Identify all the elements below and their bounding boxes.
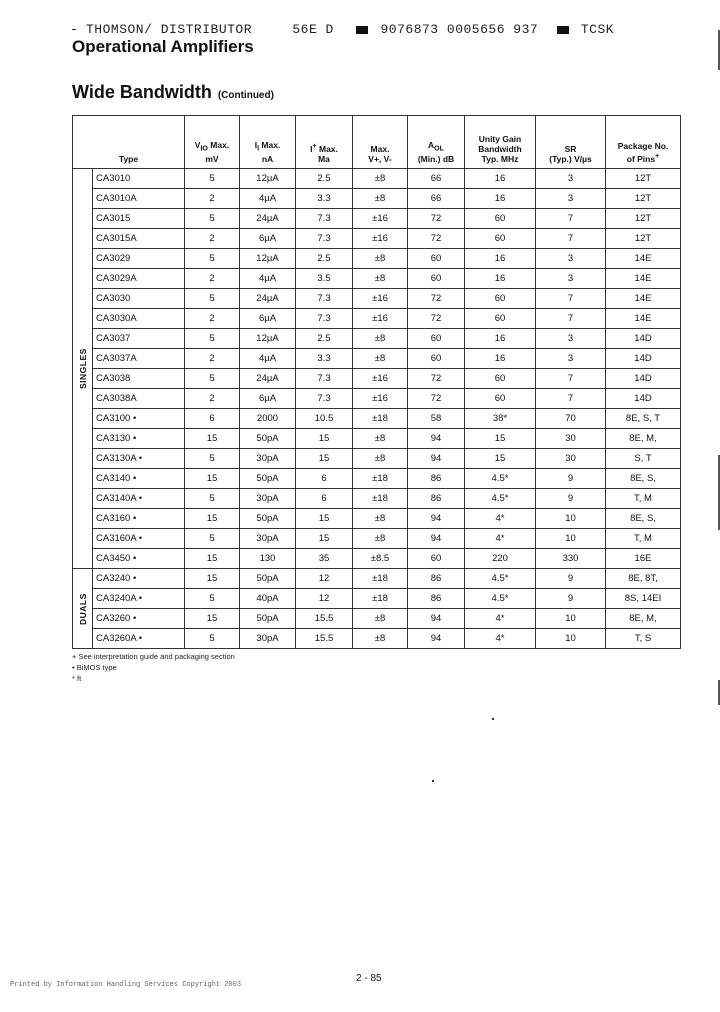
cell-sr: 7: [536, 209, 606, 229]
cell-type: CA3160A •: [93, 529, 185, 549]
cell-sr: 3: [536, 329, 606, 349]
scan-speck: [432, 780, 434, 782]
cell-type: CA3100 •: [93, 409, 185, 429]
cell-iplus: 6: [296, 489, 353, 509]
cell-vio: 2: [185, 269, 240, 289]
cell-sr: 3: [536, 189, 606, 209]
cell-iplus: 15: [296, 429, 353, 449]
cell-pkg: 8S, 14EI: [606, 589, 681, 609]
cell-iplus: 7.3: [296, 309, 353, 329]
cell-maxv: ±16: [353, 389, 408, 409]
cell-vio: 6: [185, 409, 240, 429]
scan-speck: [492, 718, 494, 720]
cell-sr: 10: [536, 609, 606, 629]
cell-pkg: 14E: [606, 289, 681, 309]
table-row: [73, 229, 681, 249]
cell-iplus: 7.3: [296, 289, 353, 309]
cell-sr: 7: [536, 389, 606, 409]
cell-pkg: T, M: [606, 489, 681, 509]
cell-iplus: 6: [296, 469, 353, 489]
cell-pkg: T, M: [606, 529, 681, 549]
table-row: [73, 509, 681, 529]
cell-ii: 30pA: [240, 489, 296, 509]
cell-iplus: 10.5: [296, 409, 353, 429]
cell-aol: 86: [408, 489, 465, 509]
cell-type: CA3140 •: [93, 469, 185, 489]
cell-ugb: 4*: [465, 529, 536, 549]
cell-maxv: ±8.5: [353, 549, 408, 569]
cell-vio: 15: [185, 609, 240, 629]
cell-type: CA3029: [93, 249, 185, 269]
page-title: Operational Amplifiers: [72, 37, 254, 56]
cell-vio: 2: [185, 229, 240, 249]
cell-ii: 2000: [240, 409, 296, 429]
cell-ii: 4µA: [240, 189, 296, 209]
cell-iplus: 2.5: [296, 169, 353, 189]
cell-ugb: 4*: [465, 629, 536, 649]
cell-aol: 60: [408, 269, 465, 289]
cell-ii: 24µA: [240, 209, 296, 229]
cell-maxv: ±8: [353, 509, 408, 529]
col-pkg: Package No. of Pins+: [606, 116, 681, 169]
table-row: [73, 449, 681, 469]
cell-sr: 3: [536, 349, 606, 369]
cell-vio: 5: [185, 169, 240, 189]
section-title: Wide Bandwidth: [72, 82, 212, 102]
cell-ugb: 15: [465, 449, 536, 469]
table-row: [73, 269, 681, 289]
cell-iplus: 7.3: [296, 369, 353, 389]
cell-ii: 130: [240, 549, 296, 569]
cell-iplus: 15.5: [296, 609, 353, 629]
cell-aol: 58: [408, 409, 465, 429]
cell-type: CA3038A: [93, 389, 185, 409]
cell-pkg: 8E, M,: [606, 609, 681, 629]
cell-aol: 86: [408, 469, 465, 489]
cell-maxv: ±8: [353, 449, 408, 469]
page-number: 2 - 85: [356, 973, 382, 984]
cell-type: CA3240 •: [93, 569, 185, 589]
header-dash: -: [70, 22, 78, 37]
cell-iplus: 35: [296, 549, 353, 569]
cell-sr: 10: [536, 629, 606, 649]
cell-vio: 5: [185, 629, 240, 649]
cell-vio: 15: [185, 469, 240, 489]
cell-aol: 72: [408, 289, 465, 309]
cell-pkg: S, T: [606, 449, 681, 469]
cell-ugb: 38*: [465, 409, 536, 429]
cell-ugb: 16: [465, 249, 536, 269]
cell-vio: 5: [185, 449, 240, 469]
cell-pkg: 8E, 8T,: [606, 569, 681, 589]
col-sr: SR (Typ.) V/µs: [536, 116, 606, 169]
cell-maxv: ±16: [353, 369, 408, 389]
table-row: [73, 169, 681, 189]
cell-maxv: ±8: [353, 529, 408, 549]
cell-sr: 3: [536, 249, 606, 269]
cell-ii: 30pA: [240, 629, 296, 649]
cell-aol: 94: [408, 429, 465, 449]
cell-pkg: 8E, S,: [606, 509, 681, 529]
cell-aol: 86: [408, 589, 465, 609]
cell-aol: 94: [408, 629, 465, 649]
table-row: [73, 209, 681, 229]
cell-ugb: 60: [465, 369, 536, 389]
table-row: [73, 189, 681, 209]
cell-pkg: 12T: [606, 169, 681, 189]
cell-pkg: 16E: [606, 549, 681, 569]
stamp-block-icon: [356, 26, 368, 34]
cell-vio: 5: [185, 329, 240, 349]
cell-ii: 4µA: [240, 269, 296, 289]
cell-maxv: ±8: [353, 349, 408, 369]
cell-iplus: 7.3: [296, 229, 353, 249]
group-label-duals: DUALS: [73, 569, 93, 649]
cell-ii: 12µA: [240, 249, 296, 269]
stamp-block-icon: [557, 26, 569, 34]
cell-type: CA3030: [93, 289, 185, 309]
cell-ugb: 60: [465, 289, 536, 309]
cell-aol: 94: [408, 509, 465, 529]
cell-ugb: 4.5*: [465, 589, 536, 609]
cell-maxv: ±18: [353, 469, 408, 489]
opamp-table: [72, 115, 681, 649]
cell-maxv: ±8: [353, 269, 408, 289]
footnote: • BiMOS type: [72, 663, 117, 672]
cell-type: CA3260A •: [93, 629, 185, 649]
table-row: [73, 469, 681, 489]
cell-maxv: ±16: [353, 229, 408, 249]
cell-type: CA3240A •: [93, 589, 185, 609]
cell-aol: 94: [408, 529, 465, 549]
col-type: Type: [73, 116, 185, 169]
cell-vio: 5: [185, 249, 240, 269]
cell-ugb: 60: [465, 389, 536, 409]
cell-ugb: 4.5*: [465, 489, 536, 509]
cell-aol: 60: [408, 329, 465, 349]
cell-pkg: 14E: [606, 249, 681, 269]
footnotes: [72, 651, 235, 684]
cell-pkg: 8E, S, T: [606, 409, 681, 429]
cell-aol: 66: [408, 189, 465, 209]
cell-aol: 94: [408, 449, 465, 469]
group-label-singles: SINGLES: [73, 169, 93, 569]
cell-iplus: 2.5: [296, 329, 353, 349]
col-vio: $V_{IO}$ Max. mV: [185, 116, 240, 169]
cell-ugb: 4*: [465, 509, 536, 529]
cell-maxv: ±16: [353, 209, 408, 229]
cell-iplus: 12: [296, 589, 353, 609]
cell-vio: 15: [185, 429, 240, 449]
cell-type: CA3015A: [93, 229, 185, 249]
cell-type: CA3030A: [93, 309, 185, 329]
cell-ii: 50pA: [240, 609, 296, 629]
cell-ii: 6µA: [240, 229, 296, 249]
cell-ii: 4µA: [240, 349, 296, 369]
cell-type: CA3140A •: [93, 489, 185, 509]
cell-ii: 24µA: [240, 289, 296, 309]
cell-ii: 30pA: [240, 529, 296, 549]
cell-ugb: 16: [465, 349, 536, 369]
cell-sr: 30: [536, 449, 606, 469]
cell-vio: 5: [185, 589, 240, 609]
table-row: [73, 489, 681, 509]
cell-sr: 3: [536, 269, 606, 289]
cell-sr: 9: [536, 489, 606, 509]
cell-vio: 5: [185, 289, 240, 309]
cell-type: CA3160 •: [93, 509, 185, 529]
cell-type: CA3010A: [93, 189, 185, 209]
cell-iplus: 15: [296, 529, 353, 549]
stamp-code: 56E D: [292, 22, 334, 37]
cell-sr: 7: [536, 309, 606, 329]
col-ii: $I_I$ Max. nA: [240, 116, 296, 169]
cell-type: CA3038: [93, 369, 185, 389]
cell-ii: 50pA: [240, 569, 296, 589]
cell-vio: 2: [185, 389, 240, 409]
cell-sr: 3: [536, 169, 606, 189]
cell-iplus: 3.3: [296, 189, 353, 209]
table-row: [73, 529, 681, 549]
col-iplus: I+ Max. Ma: [296, 116, 353, 169]
table-row: [73, 589, 681, 609]
cell-type: CA3010: [93, 169, 185, 189]
cell-maxv: ±8: [353, 609, 408, 629]
cell-sr: 9: [536, 469, 606, 489]
cell-type: CA3260 •: [93, 609, 185, 629]
table-row: [73, 429, 681, 449]
table-row: [73, 609, 681, 629]
cell-ii: 50pA: [240, 429, 296, 449]
footnote: * ft: [72, 674, 82, 683]
cell-ugb: 16: [465, 169, 536, 189]
cell-pkg: 8E, M,: [606, 429, 681, 449]
cell-ugb: 4.5*: [465, 569, 536, 589]
cell-ugb: 220: [465, 549, 536, 569]
cell-pkg: 12T: [606, 229, 681, 249]
cell-ii: 50pA: [240, 469, 296, 489]
cell-sr: 70: [536, 409, 606, 429]
cell-vio: 5: [185, 209, 240, 229]
cell-vio: 2: [185, 349, 240, 369]
cell-iplus: 7.3: [296, 389, 353, 409]
cell-iplus: 15.5: [296, 629, 353, 649]
cell-pkg: 8E, S,: [606, 469, 681, 489]
table-row: [73, 409, 681, 429]
table-row: [73, 629, 681, 649]
cell-maxv: ±8: [353, 169, 408, 189]
cell-maxv: ±8: [353, 189, 408, 209]
cell-iplus: 15: [296, 509, 353, 529]
cell-ugb: 15: [465, 429, 536, 449]
section-subtitle: (Continued): [217, 90, 274, 101]
cell-type: CA3130A •: [93, 449, 185, 469]
cell-iplus: 12: [296, 569, 353, 589]
cell-sr: 9: [536, 569, 606, 589]
cell-aol: 60: [408, 549, 465, 569]
cell-ii: 40pA: [240, 589, 296, 609]
cell-aol: 60: [408, 249, 465, 269]
cell-aol: 72: [408, 209, 465, 229]
cell-ii: 30pA: [240, 449, 296, 469]
cell-iplus: 3.5: [296, 269, 353, 289]
cell-ugb: 4.5*: [465, 469, 536, 489]
cell-vio: 2: [185, 189, 240, 209]
cell-maxv: ±8: [353, 429, 408, 449]
cell-ii: 6µA: [240, 309, 296, 329]
cell-vio: 5: [185, 369, 240, 389]
cell-pkg: 14E: [606, 309, 681, 329]
table-header-row: [73, 116, 681, 169]
cell-maxv: ±18: [353, 569, 408, 589]
cell-maxv: ±18: [353, 489, 408, 509]
cell-maxv: ±8: [353, 629, 408, 649]
cell-sr: 330: [536, 549, 606, 569]
cell-pkg: 14D: [606, 349, 681, 369]
cell-maxv: ±18: [353, 409, 408, 429]
cell-sr: 9: [536, 589, 606, 609]
cell-maxv: ±8: [353, 249, 408, 269]
cell-type: CA3037: [93, 329, 185, 349]
table-row: [73, 549, 681, 569]
cell-ugb: 60: [465, 309, 536, 329]
cell-sr: 7: [536, 369, 606, 389]
cell-vio: 15: [185, 569, 240, 589]
distributor-stamp: [72, 22, 692, 37]
stamp-numbers: 9076873 0005656 937: [380, 22, 539, 37]
cell-maxv: ±8: [353, 329, 408, 349]
cell-pkg: T, S: [606, 629, 681, 649]
col-maxv: Max. V+, V-: [353, 116, 408, 169]
cell-pkg: 14D: [606, 369, 681, 389]
cell-vio: 5: [185, 529, 240, 549]
cell-sr: 30: [536, 429, 606, 449]
cell-type: CA3029A: [93, 269, 185, 289]
cell-pkg: 12T: [606, 209, 681, 229]
table-row: [73, 569, 681, 589]
cell-vio: 15: [185, 509, 240, 529]
footnote: + See interpretation guide and packaging section: [72, 652, 235, 661]
cell-sr: 10: [536, 529, 606, 549]
cell-vio: 5: [185, 489, 240, 509]
cell-aol: 94: [408, 609, 465, 629]
cell-ugb: 60: [465, 209, 536, 229]
cell-pkg: 14D: [606, 389, 681, 409]
cell-ugb: 16: [465, 269, 536, 289]
cell-iplus: 3.3: [296, 349, 353, 369]
table-row: [73, 389, 681, 409]
cell-ii: 6µA: [240, 389, 296, 409]
table-row: [73, 349, 681, 369]
cell-ugb: 16: [465, 189, 536, 209]
cell-aol: 72: [408, 369, 465, 389]
cell-type: CA3130 •: [93, 429, 185, 449]
section-heading: [72, 82, 274, 103]
table-row: [73, 329, 681, 349]
footer-text: Printed by Information Handling Services Copyright 2003: [10, 981, 242, 989]
cell-ii: 12µA: [240, 329, 296, 349]
col-aol: $A_{OL}$ (Min.) dB: [408, 116, 465, 169]
cell-type: CA3450 •: [93, 549, 185, 569]
cell-ugb: 4*: [465, 609, 536, 629]
cell-sr: 7: [536, 229, 606, 249]
stamp-left: THOMSON/ DISTRIBUTOR: [86, 22, 253, 37]
cell-iplus: 15: [296, 449, 353, 469]
cell-iplus: 7.3: [296, 209, 353, 229]
cell-type: CA3015: [93, 209, 185, 229]
cell-ii: 50pA: [240, 509, 296, 529]
cell-sr: 7: [536, 289, 606, 309]
cell-pkg: 14D: [606, 329, 681, 349]
cell-ugb: 60: [465, 229, 536, 249]
table-row: [73, 369, 681, 389]
stamp-right: TCSK: [580, 22, 615, 37]
col-ugb: Unity Gain Bandwidth Typ. MHz: [465, 116, 536, 169]
cell-maxv: ±18: [353, 589, 408, 609]
cell-ii: 12µA: [240, 169, 296, 189]
cell-aol: 86: [408, 569, 465, 589]
cell-vio: 15: [185, 549, 240, 569]
cell-ii: 24µA: [240, 369, 296, 389]
table-row: [73, 289, 681, 309]
cell-aol: 72: [408, 309, 465, 329]
cell-pkg: 14E: [606, 269, 681, 289]
cell-vio: 2: [185, 309, 240, 329]
cell-ugb: 16: [465, 329, 536, 349]
cell-iplus: 2.5: [296, 249, 353, 269]
cell-pkg: 12T: [606, 189, 681, 209]
cell-aol: 66: [408, 169, 465, 189]
table-row: [73, 249, 681, 269]
cell-maxv: ±16: [353, 289, 408, 309]
cell-aol: 60: [408, 349, 465, 369]
table-row: [73, 309, 681, 329]
cell-maxv: ±16: [353, 309, 408, 329]
cell-sr: 10: [536, 509, 606, 529]
cell-aol: 72: [408, 229, 465, 249]
cell-type: CA3037A: [93, 349, 185, 369]
cell-aol: 72: [408, 389, 465, 409]
